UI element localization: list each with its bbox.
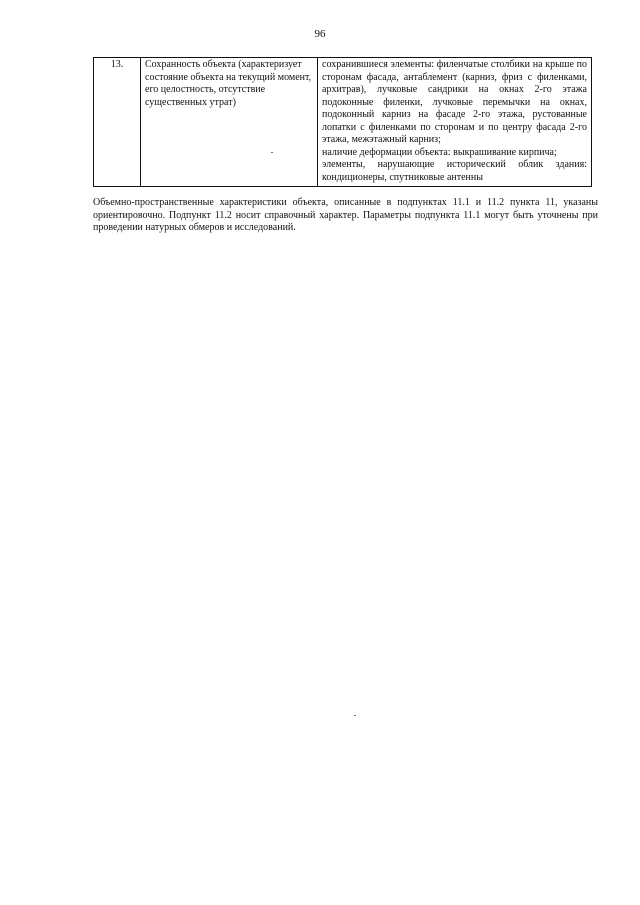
scan-speck xyxy=(354,715,356,716)
row-number-cell: 13. xyxy=(94,58,141,187)
characteristic-description-cell xyxy=(318,58,592,187)
description-violating-elements: элементы, нарушающие исторический облик здания: кондиционеры, спутниковые антенны xyxy=(322,159,587,183)
note-paragraph: Объемно-пространственные характеристики объекта, описанные в подпунктах 11.1 и 11.2 пункта 11, указаны ориентировочно. Подпункт 11.2 носит справочный характер. Параметры подпункта 11.1 могут быть уточнены при проведении натурных обмеров и исследований. xyxy=(93,197,598,233)
page-number: 96 xyxy=(314,28,326,40)
object-characteristics-table xyxy=(93,57,592,187)
table-row xyxy=(94,58,592,187)
characteristic-name-cell: Сохранность объекта (характеризует состояние объекта на текущий момент, его целостность, отсутствие существенных утрат) xyxy=(141,58,318,187)
description-preserved-elements: сохранившиеся элементы: филенчатые столбики на крыше по сторонам фасада, антаблемент (карниз, фриз с филенками, архитрав), лучковые сандрики на окнах 2-го этажа подоконные филенки, лучковые перемычки на окнах, подоконный карниз на фасаде 2-го этажа, рустованные лопатки с филенками по сторонам и по центру фасада 2-го этажа, межэтажный карниз; xyxy=(322,59,587,145)
scan-speck xyxy=(271,152,273,153)
description-deformation: наличие деформации объекта: выкрашивание кирпича; xyxy=(322,146,557,158)
